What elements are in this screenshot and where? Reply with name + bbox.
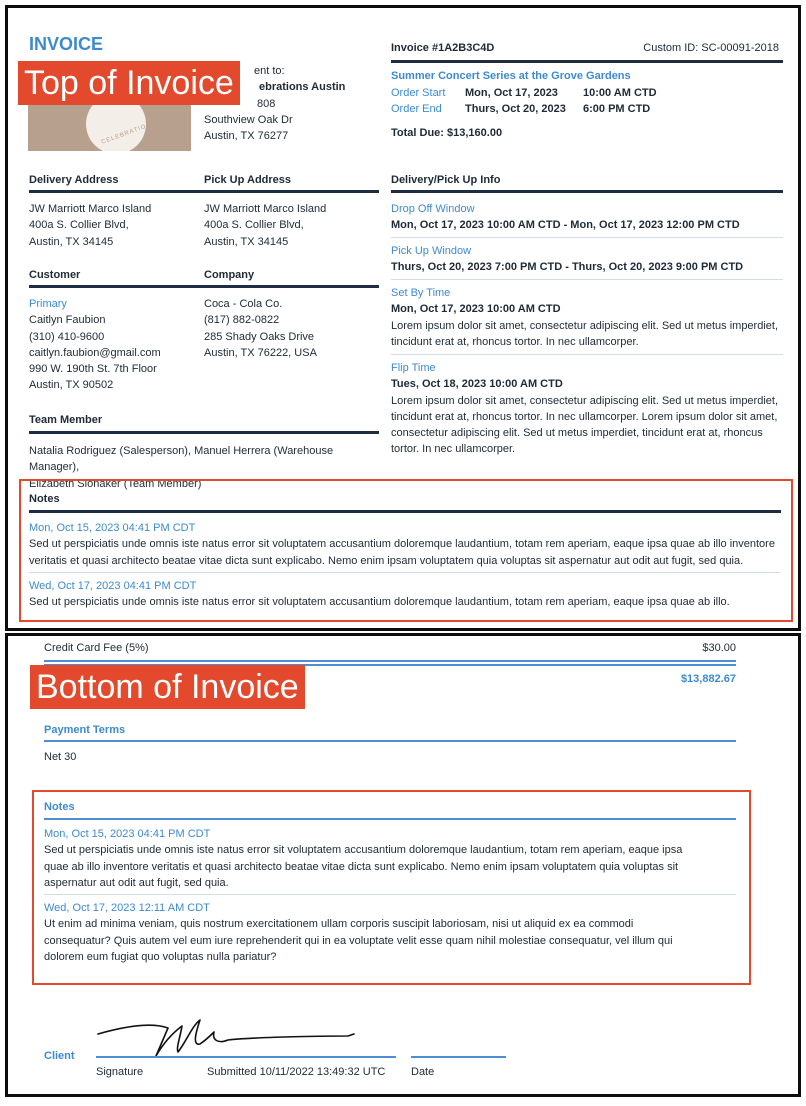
payment-terms-title: Payment Terms — [44, 724, 126, 736]
note-text: Sed ut perspiciatis unde omnis iste natus error sit voluptatem accusantium doloremque laudantium, totam rem aperiam, eaque ipsa quae ab illo. — [29, 596, 730, 609]
event-name: Summer Concert Series at the Grove Gardens — [391, 70, 631, 82]
delivery-address-title: Delivery Address — [29, 174, 119, 186]
divider — [391, 354, 783, 355]
order-start-date: Mon, Oct 17, 2023 — [465, 87, 558, 99]
set-by-time — [391, 285, 786, 350]
ship-to-label: ent to: — [254, 65, 285, 77]
customer-line: Caitlyn Faubion — [29, 314, 106, 327]
pickup-address-line: JW Marriott Marco Island — [204, 203, 327, 215]
note-date: Mon, Oct 15, 2023 04:41 PM CDT — [44, 828, 211, 840]
date-line — [411, 1056, 506, 1058]
top-notes-rule — [29, 510, 781, 513]
company-logo — [28, 98, 191, 151]
note-text: veritatis et quasi architecto beatae vitae dicta sunt explicabo. Nemo enim ipsam voluptatem quia voluptas sit aspernatur aut odit aut fugit, sed quia. — [29, 554, 744, 567]
bottom-note-entry — [44, 900, 744, 965]
payment-terms-rule — [44, 740, 736, 742]
ship-to-city: Austin, TX 76277 — [204, 130, 289, 143]
top-notes-title: Notes — [29, 493, 60, 505]
company-line: Coca - Cola Co. — [204, 298, 283, 310]
total-due: Total Due: $13,160.00 — [391, 127, 503, 139]
note-text: consequatur? Quis autem vel eum iure reprehenderit qui in ea voluptate velit esse quam nihil molestiae consequatur, vel illum qui — [44, 934, 673, 947]
note-text: Sed ut perspiciatis unde omnis iste natus error sit voluptatem accusantium doloremque laudantium, totam rem aperiam, eaque ipsa — [44, 844, 683, 857]
delivery-address-line: Austin, TX 34145 — [29, 235, 114, 248]
pickup-address-title: Pick Up Address — [204, 174, 292, 186]
customer-primary-tag: Primary — [29, 298, 67, 310]
pickup-address-line: Austin, TX 34145 — [204, 235, 289, 248]
divider — [391, 237, 783, 238]
company-line: 285 Shady Oaks Drive — [204, 330, 315, 343]
note-text: Sed ut perspiciatis unde omnis iste natus error sit voluptatem accusantium doloremque laudantium, totam rem aperiam, eaque ipsa quae ab illo inventore — [29, 538, 775, 551]
signature-label: Signature — [96, 1066, 144, 1078]
flip-time — [391, 360, 786, 458]
set-by-value: Mon, Oct 17, 2023 10:00 AM CTD — [391, 303, 561, 316]
company-line: Austin, TX 76222, USA — [204, 346, 317, 359]
bottom-notes-rule — [44, 818, 736, 820]
signature-line — [96, 1056, 396, 1058]
note-text: Ut enim ad minima veniam, quis nostrum exercitationem ullam corporis suscipit laboriosam, nisi ut aliquid ex ea commodi — [44, 918, 634, 931]
set-by-label: Set By Time — [391, 287, 451, 299]
fee-rule — [44, 660, 736, 662]
customer-line: Austin, TX 90502 — [29, 379, 114, 392]
order-start-label: Order Start — [391, 87, 446, 99]
team-line: Natalia Rodriguez (Salesperson), Manuel Herrera (Warehouse Manager), — [29, 445, 334, 474]
client-signature — [96, 1012, 366, 1058]
header-rule — [391, 60, 783, 63]
order-end-label: Order End — [391, 103, 442, 116]
team-title: Team Member — [29, 414, 103, 426]
team-line: Elizabeth Slonaker (Team Member) — [29, 477, 202, 490]
order-start-time: 10:00 AM CTD — [583, 87, 657, 99]
note-text: quae ab illo inventore veritatis et quasi architecto beatae vitae dicta sunt explicabo. Nemo enim ipsam voluptatem quia voluptas sit — [44, 860, 679, 873]
customer-rule — [29, 285, 379, 288]
drop-off-label: Drop Off Window — [391, 203, 475, 215]
pickup-address — [204, 201, 379, 250]
invoice-total: $13,882.67 — [680, 673, 736, 685]
note-date: Wed, Oct 17, 2023 12:11 AM CDT — [44, 902, 210, 914]
customer-title: Customer — [29, 269, 81, 281]
ship-to-street: Southview Oak Dr — [204, 113, 293, 126]
credit-card-fee-label: Credit Card Fee (5%) — [44, 642, 149, 654]
customer-line: (310) 410-9600 — [29, 330, 105, 343]
address-rule — [29, 190, 379, 193]
order-end-time: 6:00 PM CTD — [583, 103, 651, 116]
ship-to-company: ebrations Austin — [259, 81, 346, 94]
pickup-address-line: 400a S. Collier Blvd, — [204, 219, 304, 232]
client-label: Client — [44, 1050, 75, 1062]
customer-email[interactable]: caitlyn.faubion@gmail.com — [29, 346, 161, 359]
bottom-note-entry — [44, 826, 744, 891]
delivery-address-line: 400a S. Collier Blvd, — [29, 219, 129, 232]
divider — [44, 894, 736, 895]
customer-line: 990 W. 190th St. 7th Floor — [29, 363, 157, 376]
invoice-bottom-panel — [5, 633, 801, 1097]
company-block — [204, 296, 379, 361]
divider — [391, 279, 783, 280]
bottom-of-invoice-callout: Bottom of Invoice — [30, 665, 305, 709]
flip-time-desc: tortor. In nec ullamcorper. — [391, 443, 516, 456]
order-dates — [391, 85, 783, 118]
ship-to-phone: 808 — [257, 97, 276, 110]
payment-terms-value: Net 30 — [44, 751, 77, 763]
flip-time-desc: Lorem ipsum dolor sit amet, consectetur adipiscing elit. Sed ut metus imperdiet, — [391, 394, 779, 407]
customer-block — [29, 296, 199, 394]
logo-text: CELEBRATIONS — [100, 120, 158, 146]
top-of-invoice-callout: Top of Invoice — [18, 61, 240, 105]
invoice-top-panel — [5, 5, 801, 631]
team-rule — [29, 431, 379, 434]
submitted-timestamp: Submitted 10/11/2022 13:49:32 UTC — [207, 1066, 386, 1078]
note-text: dolorem eum fugiat quo voluptas nulla pariatur? — [44, 950, 277, 963]
note-date: Mon, Oct 15, 2023 04:41 PM CDT — [29, 522, 196, 534]
date-label: Date — [411, 1066, 435, 1078]
company-title: Company — [204, 269, 255, 281]
flip-time-value: Tues, Oct 18, 2023 10:00 AM CTD — [391, 378, 563, 391]
invoice-number: Invoice #1A2B3C4D — [391, 42, 495, 54]
company-line: (817) 882-0822 — [204, 314, 280, 327]
delivery-address — [29, 201, 199, 250]
delivery-info-title: Delivery/Pick Up Info — [391, 174, 501, 186]
top-note-entry — [29, 578, 789, 611]
set-by-desc: tincidunt erat at, rhoncus tortor. In nec ullamcorper. — [391, 335, 639, 348]
drop-off-window — [391, 201, 783, 234]
delivery-address-line: JW Marriott Marco Island — [29, 203, 152, 215]
top-note-entry — [29, 520, 789, 569]
pick-up-value: Thurs, Oct 20, 2023 7:00 PM CTD - Thurs, Oct 20, 2023 9:00 PM CTD — [391, 261, 744, 274]
note-text: aspernatur aut odit aut fugit, sed quia. — [44, 876, 229, 889]
pick-up-window — [391, 243, 783, 276]
drop-off-value: Mon, Oct 17, 2023 10:00 AM CTD - Mon, Oct 17, 2023 12:00 PM CTD — [391, 219, 740, 232]
bottom-notes-title: Notes — [44, 801, 75, 813]
pick-up-label: Pick Up Window — [391, 245, 472, 257]
set-by-desc: Lorem ipsum dolor sit amet, consectetur adipiscing elit. Sed ut metus imperdiet, — [391, 319, 779, 332]
custom-id: Custom ID: SC-00091-2018 — [643, 42, 779, 54]
flip-time-desc: tincidunt erat at, rhoncus tortor. In nec ullamcorper. Lorem ipsum dolor sit amet, — [391, 410, 778, 423]
flip-time-desc: consectetur adipiscing elit. Sed ut metus imperdiet, tincidunt erat at, rhoncus — [391, 427, 763, 440]
divider — [29, 572, 781, 573]
invoice-heading: INVOICE — [29, 34, 104, 54]
delivery-info-rule — [391, 190, 783, 193]
flip-time-label: Flip Time — [391, 362, 436, 374]
credit-card-fee-amount: $30.00 — [702, 642, 736, 654]
note-date: Wed, Oct 17, 2023 04:41 PM CDT — [29, 580, 197, 592]
order-end-date: Thurs, Oct 20, 2023 — [465, 103, 566, 116]
